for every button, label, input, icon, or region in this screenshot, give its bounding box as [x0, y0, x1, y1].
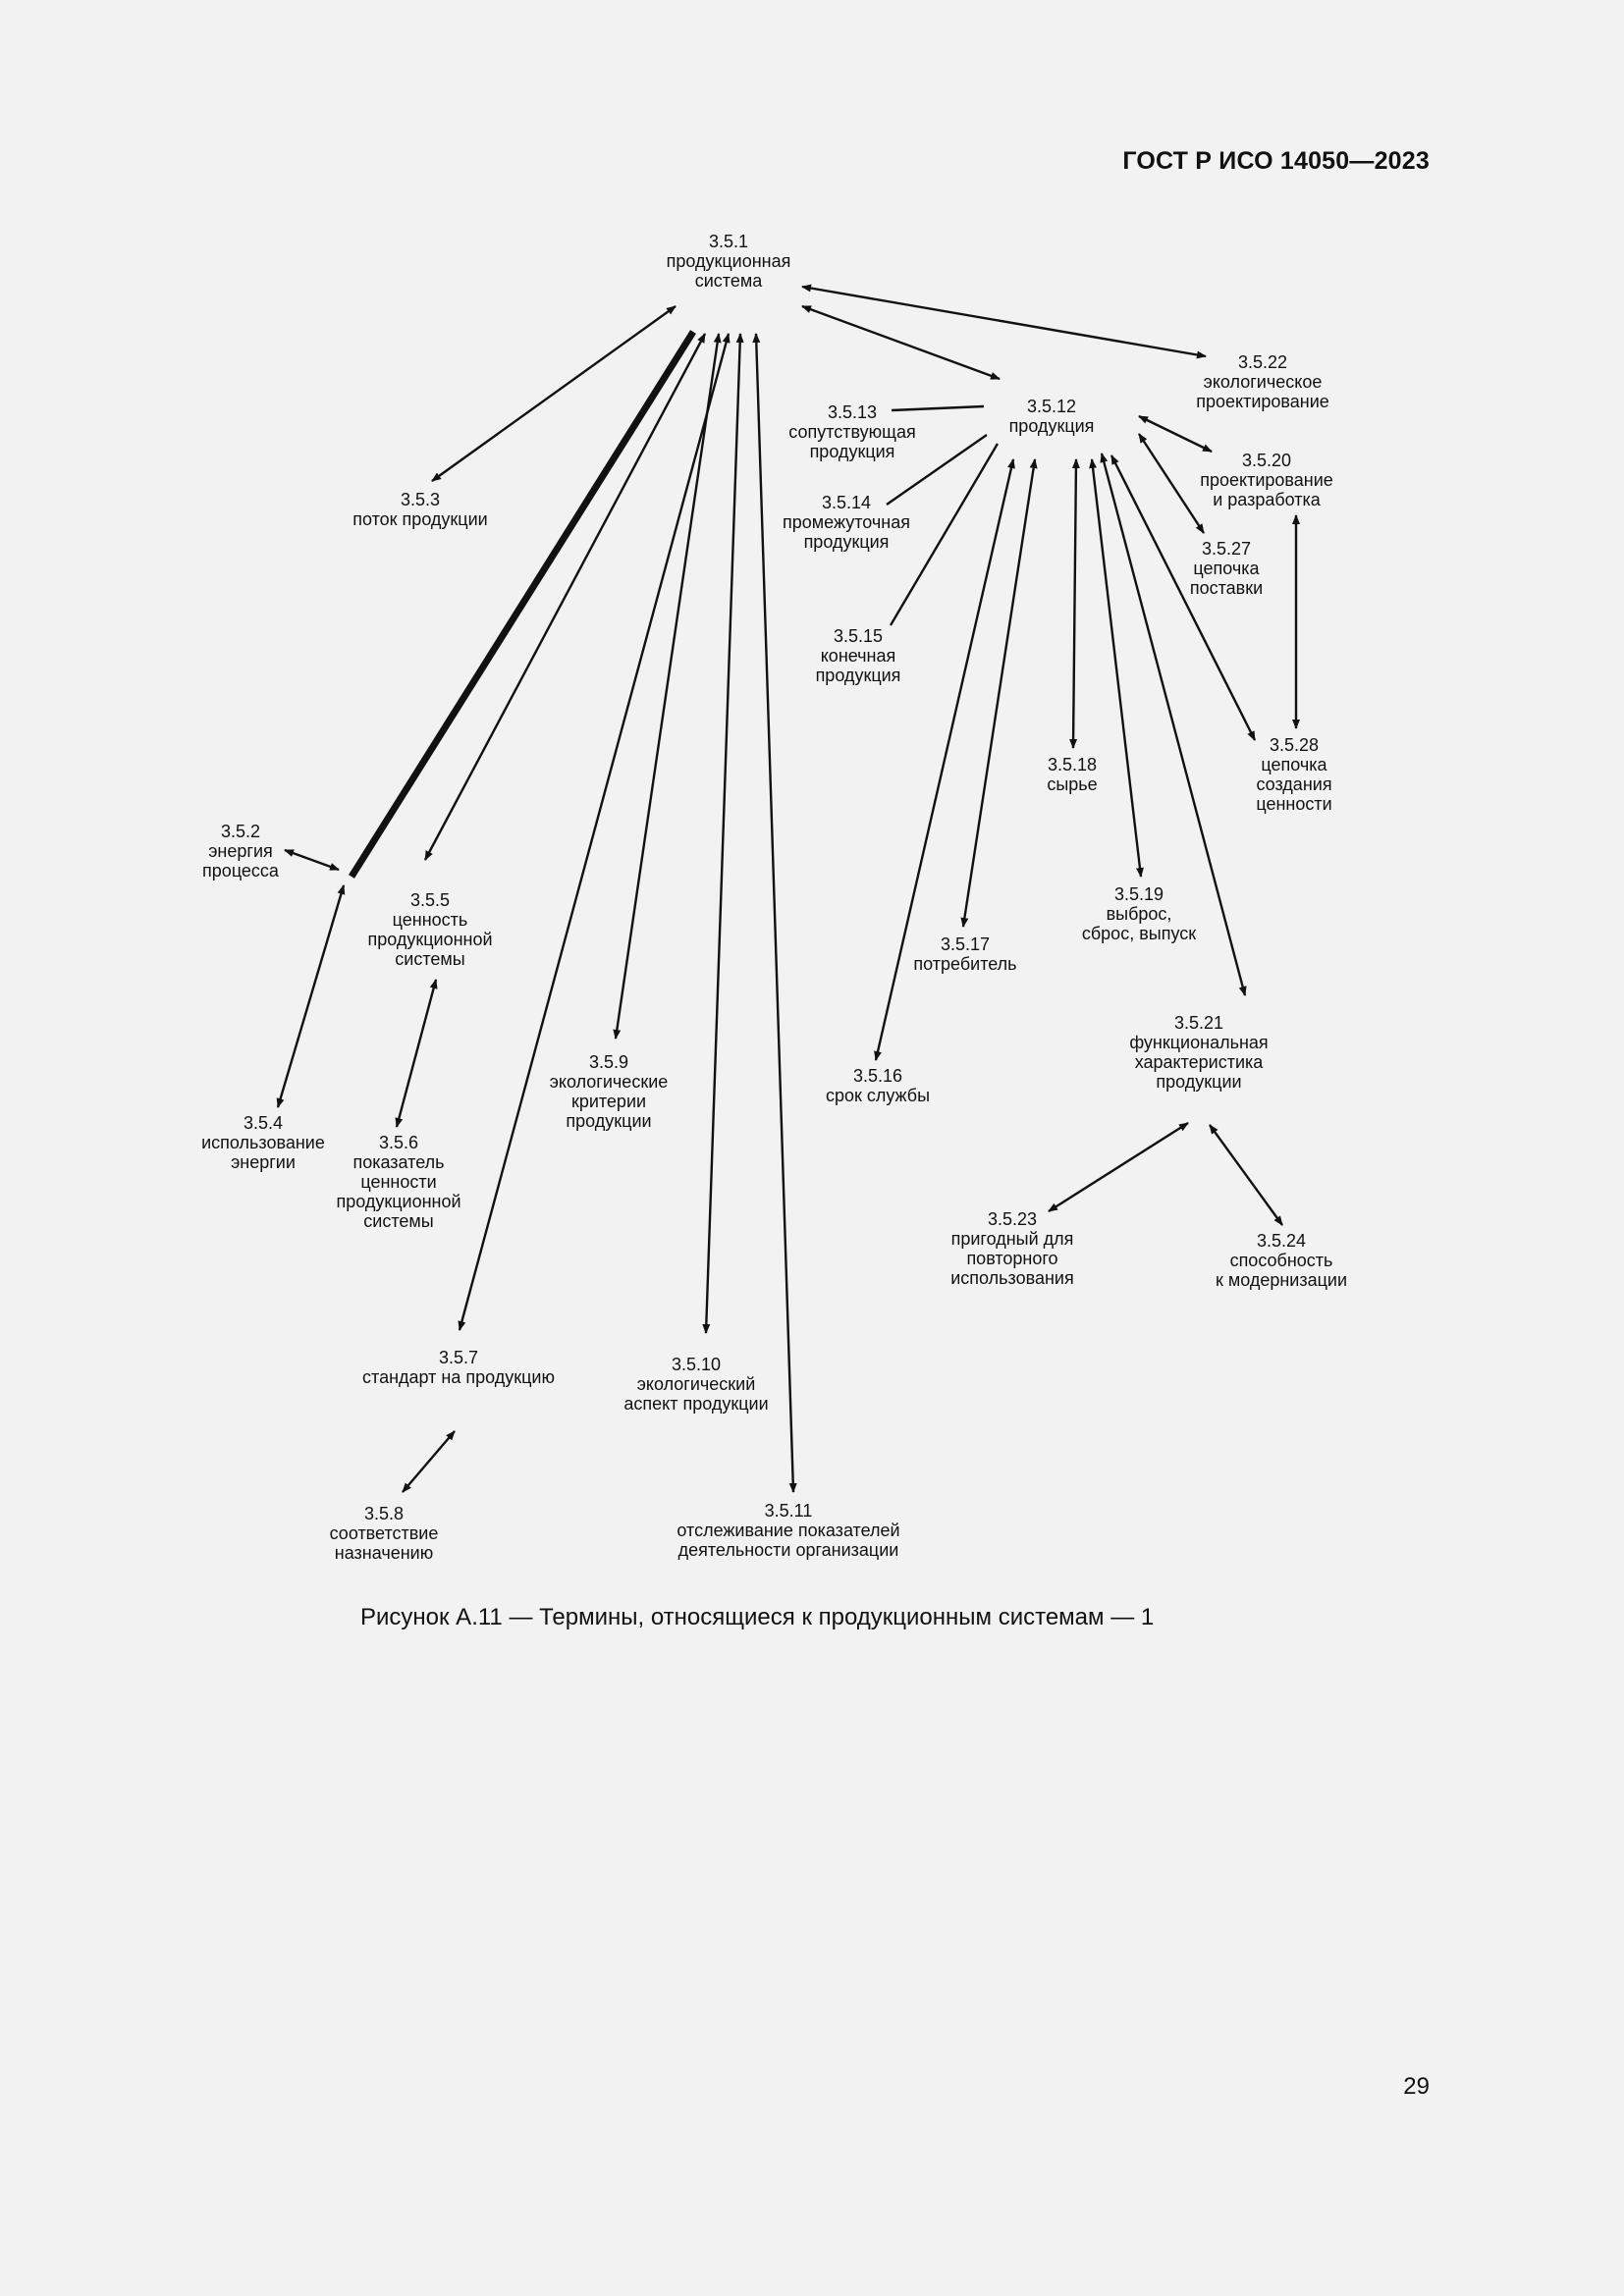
term-node-3-5-7: 3.5.7 стандарт на продукцию: [362, 1348, 555, 1387]
connector-26: [1049, 1123, 1188, 1211]
term-node-3-5-21: 3.5.21 функциональная характеристика продукции: [1129, 1013, 1269, 1092]
caption-text: Рисунок А.11 — Термины, относящиеся к продукционным системам — 1: [360, 1604, 1155, 1630]
connector-9: [756, 334, 793, 1492]
term-node-3-5-6: 3.5.6 показатель ценности продукционной системы: [336, 1133, 461, 1231]
term-node-3-5-16: 3.5.16 срок службы: [825, 1066, 931, 1105]
term-node-3-5-9: 3.5.9 экологические критерии продукции: [549, 1052, 669, 1131]
connector-4: [352, 332, 693, 877]
term-node-3-5-10: 3.5.10 экологический аспект продукции: [623, 1355, 769, 1414]
term-node-3-5-15: 3.5.15 конечная продукция: [815, 626, 901, 685]
connector-10: [285, 850, 339, 870]
term-node-3-5-5: 3.5.5 ценность продукционной системы: [367, 890, 493, 969]
term-node-3-5-3: 3.5.3 поток продукции: [352, 490, 488, 529]
term-node-3-5-17: 3.5.17 потребитель: [913, 934, 1017, 974]
term-node-3-5-2: 3.5.2 энергия процесса: [202, 822, 279, 881]
term-node-3-5-27: 3.5.27 цепочка поставки: [1189, 539, 1264, 598]
connector-3: [802, 306, 1000, 379]
term-node-3-5-1: 3.5.1 продукционная система: [666, 232, 791, 291]
connector-6: [616, 334, 719, 1039]
connector-17: [1139, 416, 1212, 452]
connector-14: [892, 406, 984, 410]
connector-23: [963, 459, 1035, 927]
connector-8: [706, 334, 740, 1333]
connector-7: [460, 334, 729, 1330]
term-node-3-5-14: 3.5.14 промежуточная продукция: [783, 493, 910, 552]
term-node-3-5-18: 3.5.18 сырье: [1047, 755, 1098, 794]
term-node-3-5-28: 3.5.28 цепочка создания ценности: [1256, 735, 1332, 814]
term-node-3-5-12: 3.5.12 продукция: [1008, 397, 1095, 436]
connector-1: [432, 306, 676, 481]
connector-22: [1092, 459, 1141, 877]
connector-13: [403, 1431, 455, 1492]
connector-5: [425, 334, 705, 860]
term-node-3-5-23: 3.5.23 пригодный для повторного использования: [950, 1209, 1074, 1288]
connector-27: [1210, 1125, 1282, 1225]
term-node-3-5-22: 3.5.22 экологическое проектирование: [1196, 352, 1329, 411]
term-node-3-5-8: 3.5.8 соответствие назначению: [329, 1504, 439, 1563]
term-node-3-5-11: 3.5.11 отслеживание показателей деятельности организации: [677, 1501, 900, 1560]
page-number: 29: [1403, 2073, 1430, 2100]
connector-15: [887, 435, 987, 505]
term-node-3-5-13: 3.5.13 сопутствующая продукция: [788, 402, 916, 461]
term-node-3-5-24: 3.5.24 способность к модернизации: [1215, 1231, 1348, 1290]
connector-11: [278, 885, 344, 1107]
connector-18: [1139, 434, 1204, 533]
connector-12: [397, 980, 436, 1127]
term-node-3-5-20: 3.5.20 проектирование и разработка: [1200, 451, 1333, 509]
term-node-3-5-4: 3.5.4 использование энергии: [201, 1113, 325, 1172]
connector-2: [802, 287, 1206, 356]
term-node-3-5-19: 3.5.19 выброс, сброс, выпуск: [1081, 884, 1197, 943]
page-header: ГОСТ Р ИСО 14050—2023: [1122, 147, 1430, 175]
connector-21: [1073, 459, 1076, 748]
